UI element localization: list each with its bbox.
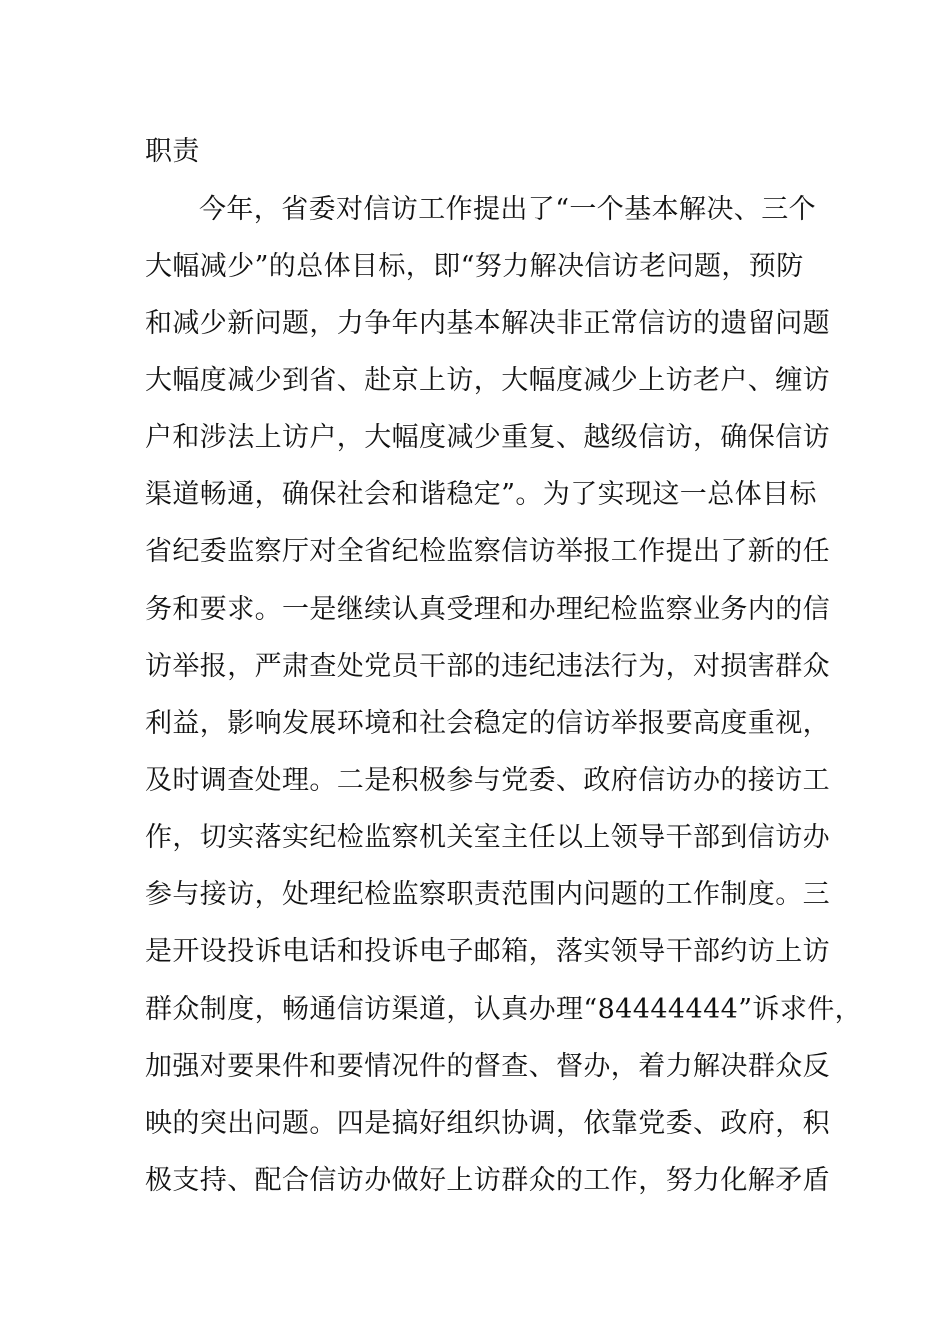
- text-line-7: 渠道畅通，确保社会和谐稳定”。为了实现这一总体目标: [145, 479, 817, 510]
- text-line-4: 和减少新问题，力争年内基本解决非正常信访的遗留问题: [145, 308, 830, 339]
- text-line-15: 是开设投诉电话和投诉电子邮箱，落实领导干部约访上访: [145, 936, 830, 967]
- text-line-9: 务和要求。一是继续认真受理和办理纪检监察业务内的信: [145, 594, 830, 625]
- text-line-3: 大幅减少”的总体目标，即“努力解决信访老问题，预防: [145, 251, 804, 282]
- text-line-6: 户和涉法上访户，大幅度减少重复、越级信访，确保信访: [145, 422, 830, 453]
- text-line-1: 职责: [145, 136, 200, 167]
- text-line-18: 映的突出问题。四是搞好组织协调，依靠党委、政府，积: [145, 1108, 830, 1139]
- text-line-14: 参与接访，处理纪检监察职责范围内问题的工作制度。三: [145, 879, 830, 910]
- text-line-10: 访举报，严肃查处党员干部的违纪违法行为，对损害群众: [145, 651, 830, 682]
- text-line-13: 作，切实落实纪检监察机关室主任以上领导干部到信访办: [145, 822, 830, 853]
- text-line-2: 今年，省委对信访工作提出了“一个基本解决、三个: [199, 194, 817, 225]
- text-line-16: 群众制度，畅通信访渠道，认真办理“84444444”诉求件，: [145, 994, 863, 1025]
- text-line-19: 极支持、配合信访办做好上访群众的工作，努力化解矛盾: [145, 1165, 830, 1196]
- text-line-17: 加强对要果件和要情况件的督查、督办，着力解决群众反: [145, 1051, 830, 1082]
- text-line-8: 省纪委监察厅对全省纪检监察信访举报工作提出了新的任: [145, 536, 830, 567]
- text-line-11: 利益，影响发展环境和社会稳定的信访举报要高度重视，: [145, 708, 830, 739]
- text-line-12: 及时调查处理。二是积极参与党委、政府信访办的接访工: [145, 765, 830, 796]
- text-line-5: 大幅度减少到省、赴京上访，大幅度减少上访老户、缠访: [145, 365, 830, 396]
